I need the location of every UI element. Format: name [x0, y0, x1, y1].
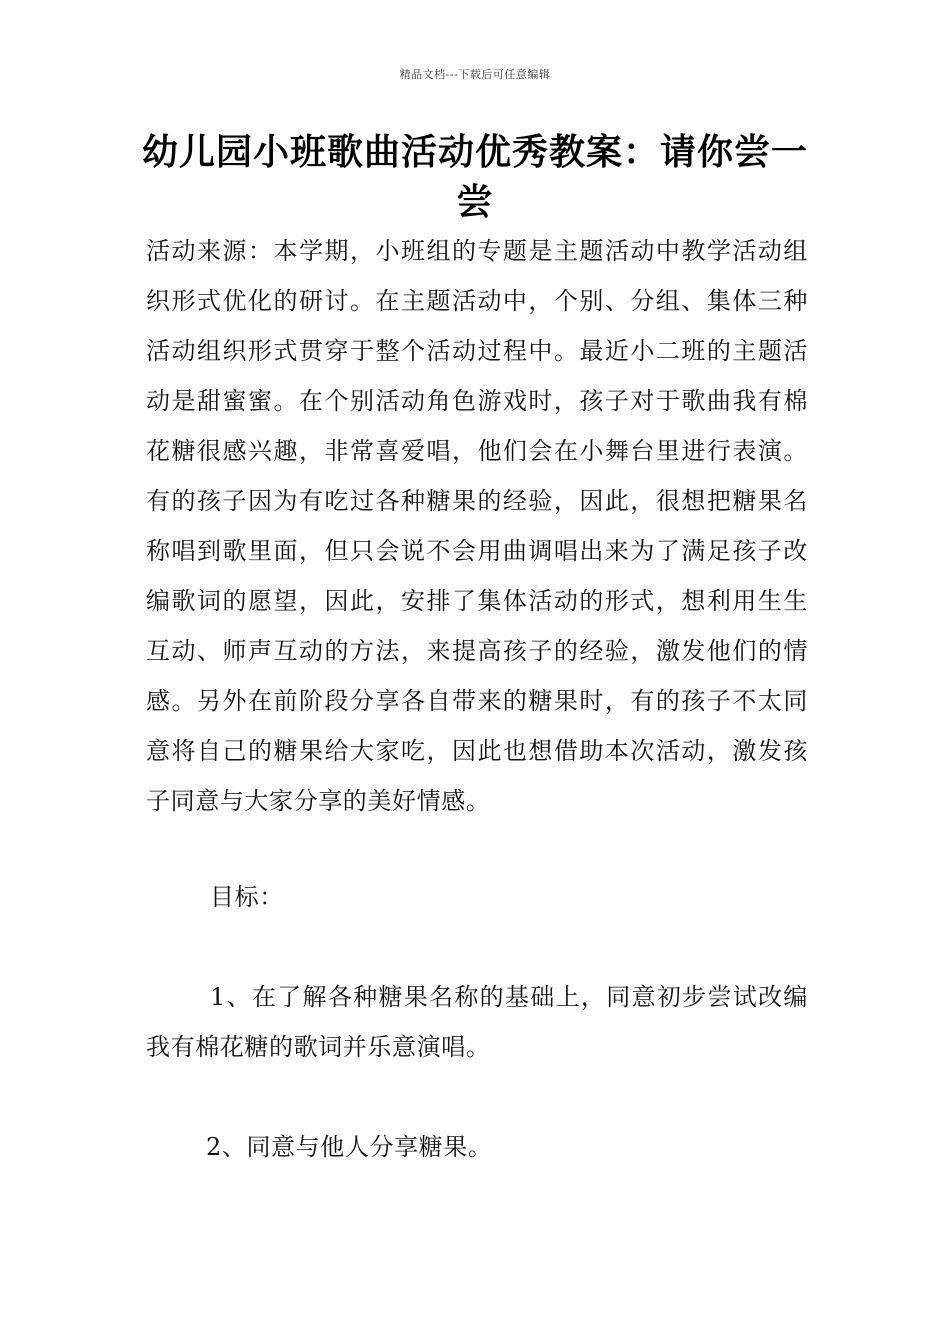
- document-title: 幼儿园小班歌曲活动优秀教案：请你尝一尝: [141, 132, 808, 223]
- header-note: 精品文档---下载后可任意编辑: [399, 68, 551, 81]
- intro-paragraph: 活动来源：本学期，小班组的专题是主题活动中教学活动组织形式优化的研讨。在主题活动中，个别、分组、集体三种活动组织形式贯穿于整个活动过程中。最近小二班的主题活动是甜蜜蜜。在个别活动角色游戏时，孩子对于歌曲我有棉花糖很感兴趣，非常喜爱唱，他们会在小舞台里进行表演。有的孩子因为有吃过各种糖果的经验，因此，很想把糖果名称唱到歌里面，但只会说不会用曲调唱出来为了满足孩子改编歌词的愿望，因此，安排了集体活动的形式，想利用生生互动、师声互动的方法，来提高孩子的经验，激发他们的情感。另外在前阶段分享各自带来的糖果时，有的孩子不太同意将自己的糖果给大家吃，因此也想借助本次活动，激发孩子同意与大家分享的美好情感。: [146, 237, 808, 815]
- goal-item-2: 2、同意与他人分享糖果。: [206, 1133, 493, 1161]
- goal-item-1: 1、在了解各种糖果名称的基础上，同意初步尝试改编我有棉花糖的歌词并乐意演唱。: [146, 983, 808, 1061]
- goals-heading: 目标：: [210, 883, 284, 911]
